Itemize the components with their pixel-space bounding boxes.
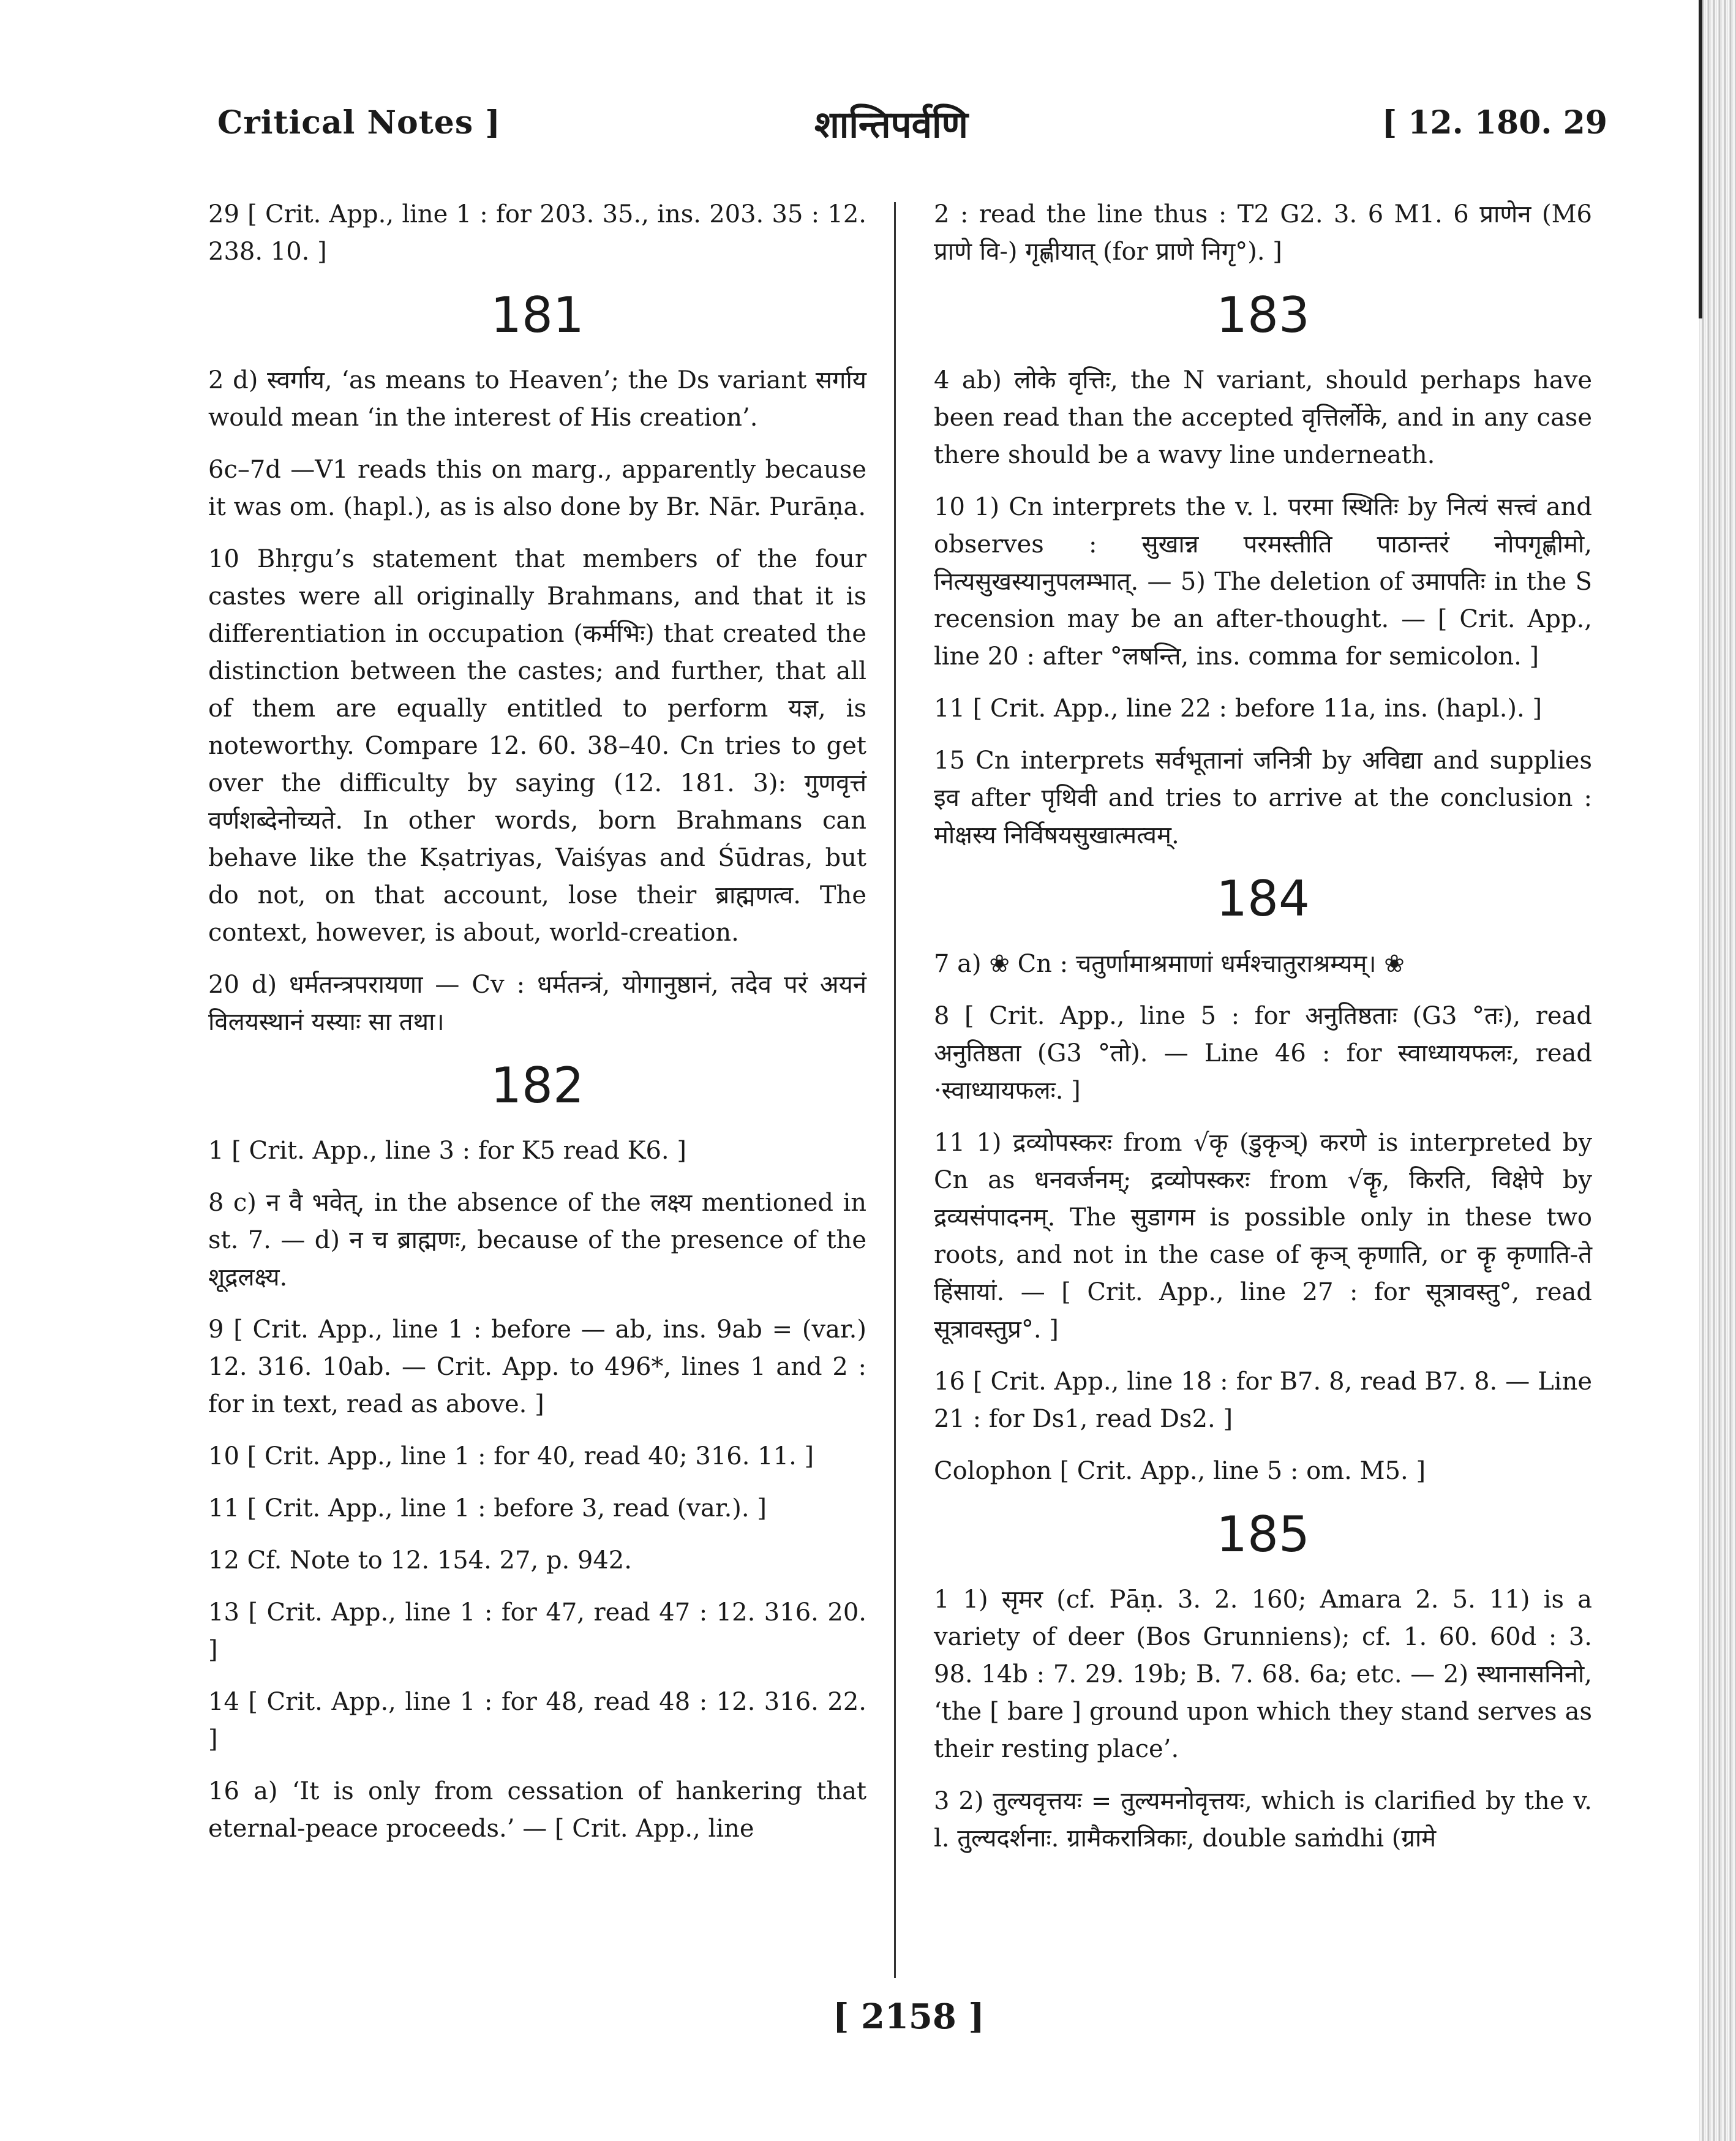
note-paragraph: 2 d) स्वर्गाय, ‘as means to Heaven’; the Ds variant सर्गाय would mean ‘in the interest of His creation’. [208,366,866,432]
note-paragraph: 11 [ Crit. App., line 22 : before 11a, ins. (hapl.). ] [934,694,1542,723]
section-number: 184 [1216,870,1310,927]
page-number: [ 2158 ] [833,1996,985,2037]
header-center: शान्तिपर्वणि [814,103,968,146]
section-number: 181 [490,287,584,344]
right-column [934,196,1592,1872]
page-edge [1699,0,1736,2141]
note-paragraph: 8 c) न वै भवेत्, in the absence of the लक्ष्य mentioned in st. 7. — d) न च ब्राह्मणः, because of the presence of the शूद्रलक्ष्य. [208,1189,866,1292]
note-paragraph: 9 [ Crit. App., line 1 : before — ab, ins. 9ab = (var.) 12. 316. 10ab. — Crit. App. to 496*, lines 1 and 2 : for in text, read as above. ] [208,1315,866,1418]
note-paragraph: 10 1) Cn interprets the v. l. परमा स्थितिः by नित्यं सत्त्वं and observes : सुखान्न परमस्तीति पाठान्तरं नोपगृह्णीमो, नित्यसुखस्यानुपलम्भात्. — 5) The deletion of उमापतिः in the S recension may be an after-thought. — [ Crit. App., line 20 : after °लषन्ति, ins. comma for semicolon. ] [934,493,1592,671]
note-paragraph: 10 [ Crit. App., line 1 : for 40, read 40; 316. 11. ] [208,1442,814,1470]
note-paragraph: Colophon [ Crit. App., line 5 : om. M5. ] [934,1457,1426,1485]
note-paragraph: 1 [ Crit. App., line 3 : for K5 read K6. ] [208,1137,686,1165]
note-paragraph: 3 2) तुल्यवृत्तयः = तुल्यमनोवृत्तयः, which is clarified by the v. l. तुल्यदर्शनाः. ग्रामैकरात्रिकाः, double saṁdhi (ग्रामे [934,1787,1592,1853]
section-number: 185 [1216,1506,1310,1563]
note-paragraph: 16 a) ‘It is only from cessation of hankering that eternal-peace proceeds.’ — [ Crit. App., line [208,1777,866,1843]
note-paragraph: 14 [ Crit. App., line 1 : for 48, read 48 : 12. 316. 22. ] [208,1688,866,1753]
note-paragraph: 29 [ Crit. App., line 1 : for 203. 35., ins. 203. 35 : 12. 238. 10. ] [208,200,866,266]
note-paragraph: 11 1) द्रव्योपस्करः from √कृ (डुकृञ्) करणे is interpreted by Cn as धनवर्जनम्; द्रव्योपस्करः from √कॄ, किरति, विक्षेपे by द्रव्यसंपादनम्. The सुडागम is possible only in these two roots, and not in the case of कृञ् कृणाति, or कॄ कृणाति-ते हिंसायां. — [ Crit. App., line 27 : for सूत्रावस्तु°, read सूत्रावस्तुप्र°. ] [934,1129,1592,1344]
section-number: 182 [490,1057,584,1114]
note-paragraph: 10 Bhṛgu’s statement that members of the four castes were all originally Brahmans, and that it is differentiation in occupation (कर्मभिः) that created the distinction between the castes; and further, that all of them are equally entitled to perform यज्ञ, is noteworthy. Compare 12. 60. 38–40. Cn tries to get over the difficulty by saying (12. 181. 3): गुणवृत्तं वर्णशब्देनोच्यते. In other words, born Brahmans can behave like the Kṣatriyas, Vaiśyas and Śūdras, but do not, on that account, lose their ब्राह्मणत्व. The context, however, is about, world-creation. [208,545,866,947]
note-paragraph: 2 : read the line thus : T2 G2. 3. 6 M1. 6 प्राणेन (M6 प्राणे वि-) गृह्णीयात् (for प्राणे निगृ°). ] [934,200,1592,266]
note-paragraph: 13 [ Crit. App., line 1 : for 47, read 47 : 12. 316. 20. ] [208,1598,866,1664]
note-paragraph: 12 Cf. Note to 12. 154. 27, p. 942. [208,1546,632,1575]
header-left: Critical Notes ] [217,104,501,141]
running-header [0,92,1736,165]
header-right: [ 12. 180. 29 [1381,104,1607,141]
note-paragraph: 16 [ Crit. App., line 18 : for B7. 8, read B7. 8. — Line 21 : for Ds1, read Ds2. ] [934,1368,1592,1433]
note-paragraph: 4 ab) लोके वृत्तिः, the N variant, should perhaps have been read than the accepted वृत्तिर्लोके, and in any case there should be a wavy line underneath. [934,366,1592,469]
note-paragraph: 20 d) धर्मतन्त्रपरायणा — Cv : धर्मतन्त्रं, योगानुष्ठानं, तदेव परं अयनं विलयस्थानं यस्याः सा तथा। [208,971,866,1036]
note-paragraph: 1 1) सृमर (cf. Pāṇ. 3. 2. 160; Amara 2. 5. 11) is a variety of deer (Bos Grunniens); cf. 1. 60. 60d : 3. 98. 14b : 7. 29. 19b; B. 7. 68. 6a; etc. — 2) स्थानासनिनो, ‘the [ bare ] ground upon which they stand serves as their resting place’. [934,1586,1592,1763]
note-paragraph: 15 Cn interprets सर्वभूतानां जनित्री by अविद्या and supplies इव after पृथिवी and tries to arrive at the conclusion : मोक्षस्य निर्विषयसुखात्मत्वम्. [934,747,1592,849]
section-number: 183 [1216,287,1310,344]
note-paragraph: 7 a) ❀ Cn : चतुर्णामाश्रमाणां धर्मश्चातुराश्रम्यम्। ❀ [934,950,1405,978]
left-column [208,196,866,1862]
note-paragraph: 11 [ Crit. App., line 1 : before 3, read (var.). ] [208,1494,767,1522]
column-divider [894,202,896,1978]
note-paragraph: 8 [ Crit. App., line 5 : for अनुतिष्ठताः (G3 °तः), read अनुतिष्ठता (G3 °तो). — Line 46 : for स्वाध्यायफलः, read ·स्वाध्यायफलः. ] [934,1002,1592,1105]
note-paragraph: 6c–7d —V1 reads this on marg., apparently because it was om. (hapl.), as is also done by Br. Nār. Purāṇa. [208,456,866,521]
